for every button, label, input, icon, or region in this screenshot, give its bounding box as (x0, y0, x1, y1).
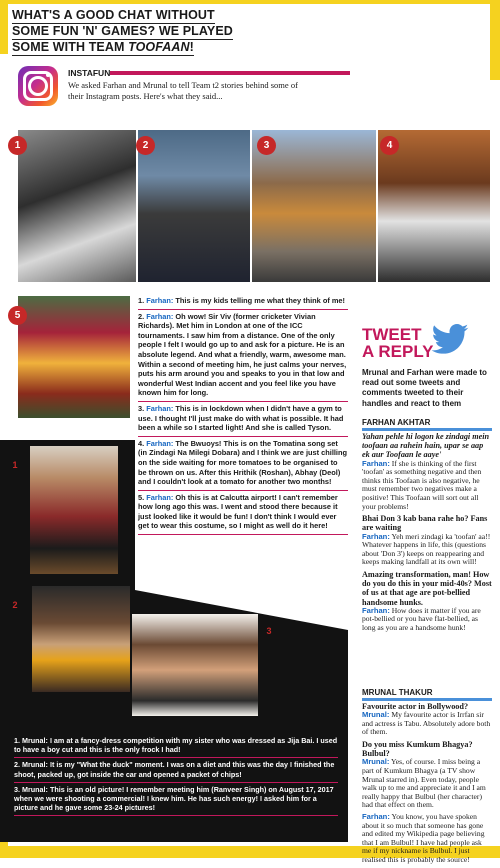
instagram-icon (18, 66, 58, 106)
caption-text: Oh this is at Calcutta airport! I can't remember how long ago this was. I went and stood there because it just looked like it would be fun! I don't think I would ever get to wear this costume, so I might as well do it here! (138, 492, 338, 531)
caption-number: 4. (138, 438, 145, 448)
photo-number-badge: 4 (380, 136, 399, 155)
mrunal-caption-item: 3. Mrunal: This is an old picture! I remember meeting him (Ranveer Singh) on August 17, 2017 when we were shooting a commercial! I knew him. He has such energy! I asked him for a picture and he gave some 23-24 pictures! (14, 783, 338, 817)
photo-mrunal-duck-face (32, 586, 130, 692)
tweet-question: Yahan pehle hi logon ke zindagi mein toofaan aa rahein hain, upar se aap ek aur Toofaan le aaye' (362, 432, 490, 460)
photo-mrunal-ranveer (132, 614, 258, 716)
photo-number-badge: 1 (12, 460, 18, 470)
caption-text: This is my kids telling me what they think of me! (173, 296, 346, 305)
tweet-answer-text: How does it matter if you are pot-bellied or you have flat-bellied, as long as you are a handsome hunk! (362, 605, 481, 632)
mrunal-tweets (362, 702, 492, 868)
caption-text: This is in lockdown when I didn't have a gym to use. I thought I'll just make do with what is possible. It had been a while so I started light! And she is called Tyson. (138, 403, 344, 433)
mrunal-captions (14, 734, 338, 816)
headline-line-1: WHAT'S A GOOD CHAT WITHOUT (12, 8, 215, 22)
tweet-answer-text: Yes, of course. I miss being a part of Kumkum Bhagya (a TV show Mrunal starred in). Even today, people walk up to me and appreciate it and I am really happy that Bulbul (her character) had that effect on them. (362, 757, 486, 810)
farhan-heading: FARHAN AKHTAR (362, 418, 492, 431)
tweet-item (362, 740, 492, 810)
photo-farhan-kids (18, 130, 136, 282)
photo-number-badge: 2 (12, 600, 18, 610)
photo-number-badge: 3 (266, 626, 272, 636)
photo-farhan-costume (18, 296, 130, 418)
tweet-question: Do you miss Kumkum Bhagya? Bulbul? (362, 739, 473, 759)
right-accent-bar (490, 0, 500, 80)
caption-item (138, 310, 348, 402)
tweet-answer (362, 711, 492, 737)
caption-speaker: Farhan: (146, 403, 174, 413)
tweet-title-line-2: A REPLY (362, 342, 434, 361)
mrunal-caption-item: 1. Mrunal: I am at a fancy-dress competition with my sister who was dressed as Jija Bai. I used to have a boy cut and this is the only frock I had! (14, 734, 338, 758)
intro-text: We asked Farhan and Mrunal to tell Team t2 stories behind some of their Instagram posts. Here's what they said... (68, 80, 298, 101)
tweet-answer (362, 607, 492, 633)
tweet-answer-text: You know, you have spoken about it so much that someone has gone and edited my Wikipedia page believing that I am Bulbul! I have had people ask me if my nickname is Bulbul. I just realised this is probably the source! (362, 811, 485, 864)
tweet-answer (362, 758, 492, 810)
tweet-reply-title (362, 326, 434, 360)
tweet-answer (362, 460, 492, 512)
tweet-item (362, 570, 492, 633)
caption-text: The Bwuoys! This is on the Tomatina song set (in Zindagi Na Milegi Dobara) and I think we are just chilling on the side waiting for more tomatoes to be organised to be thrown on us. After this Hrithik (Roshan), Abhay (Deol) and I couldn't look at a tomato for another two months! (138, 438, 348, 487)
headline-line-3-prefix: SOME WITH TEAM (12, 40, 129, 54)
photo-number-badge: 5 (8, 306, 27, 325)
tweet-item (362, 432, 492, 511)
twitter-bird-icon (428, 320, 472, 360)
tweet-item (362, 702, 492, 737)
caption-item (138, 294, 348, 310)
tweet-speaker: Farhan: (362, 605, 390, 615)
caption-number: 1. (138, 296, 145, 305)
photo-number-badge: 2 (136, 136, 155, 155)
photo-mrunal-childhood (30, 446, 118, 574)
caption-number: 2. (138, 311, 145, 321)
photo-number-badge: 1 (8, 136, 27, 155)
headline (12, 8, 312, 56)
headline-line-3 (12, 40, 194, 56)
caption-speaker: Farhan: (146, 296, 174, 305)
tweet-question: Amazing transformation, man! How do you do this in your mid-40s? Most of us at that age are pot-bellied handsome hunks. (362, 569, 492, 607)
tweet-item (362, 514, 492, 567)
tweet-question: Bhai Don 3 kab bana rahe ho? Fans are waiting (362, 514, 488, 533)
left-accent-block (0, 4, 8, 54)
photo-number-badge: 3 (257, 136, 276, 155)
caption-number: 3. (138, 403, 145, 413)
tweet-speaker: Farhan: (362, 458, 390, 468)
tweet-answer-text: Yeh meri zindagi ka 'toofan' aa!! Whatever happens in life, this (questions about 'Don 3') keeps on reappearing and keeps making landfall at its own will! (362, 531, 491, 567)
caption-text: Oh wow! Sir Viv (former cricketer Vivian Richards). Met him in London at one of the ICC tournaments. I saw him from a distance. One of the only people I felt I would go up to and ask for a picture. He is an absolute legend. And what a friendly, warm, awesome man. Within a second of meeting him, he just calms your nerves, puts his arm around you and speaks to you in that low and wonderful West Indian accent and you feel like you have known him for long. (138, 311, 347, 398)
tweet-question: Favourite actor in Bollywood? (362, 702, 469, 711)
tweet-answer (362, 813, 492, 865)
headline-line-3-suffix: ! (189, 40, 194, 54)
tweet-answer-text: If she is thinking of the first 'toofan' as something negative and then thinks this Toofaan is also negative, he must remember two negatives make a positive! This Toofaan will sort out all your problems! (362, 458, 482, 511)
mrunal-caption-item: 2. Mrunal: It is my "What the duck" moment. I was on a diet and this was the day I finished the shoot, packed up, got inside the car and opened a packet of chips! (14, 758, 338, 782)
farhan-tweets (362, 432, 492, 636)
headline-emphasis: TOOFAAN (128, 40, 190, 54)
tweet-answer-text: My favourite actor is Irrfan sir and actress is Tabu. Absolutely adore both of them. (362, 710, 491, 737)
caption-speaker: Farhan: (146, 311, 174, 321)
instafun-rule (110, 71, 350, 75)
tweet-reply-intro: Mrunal and Farhan were made to read out some tweets and comments tweeted to their handles and react to them (362, 368, 487, 408)
caption-number: 5. (138, 492, 145, 502)
tweet-answer (362, 533, 492, 567)
caption-speaker: Farhan: (146, 492, 174, 502)
caption-speaker: Farhan: (146, 438, 174, 448)
tweet-item (362, 813, 492, 865)
headline-line-2: SOME FUN 'N' GAMES? WE PLAYED (12, 24, 233, 38)
photo-farhan-viv-richards (138, 130, 250, 282)
tweet-speaker: Mrunal: (362, 757, 390, 767)
tweet-speaker: Mrunal: (362, 710, 390, 720)
top-accent-bar (0, 0, 500, 4)
tweet-speaker: Farhan: (362, 531, 390, 541)
tweet-speaker: Farhan: (362, 811, 390, 821)
instafun-label: INSTAFUN (68, 68, 111, 78)
mrunal-heading: MRUNAL THAKUR (362, 688, 492, 701)
caption-item (138, 402, 348, 437)
tweet-title-line-1: TWEET (362, 325, 422, 344)
